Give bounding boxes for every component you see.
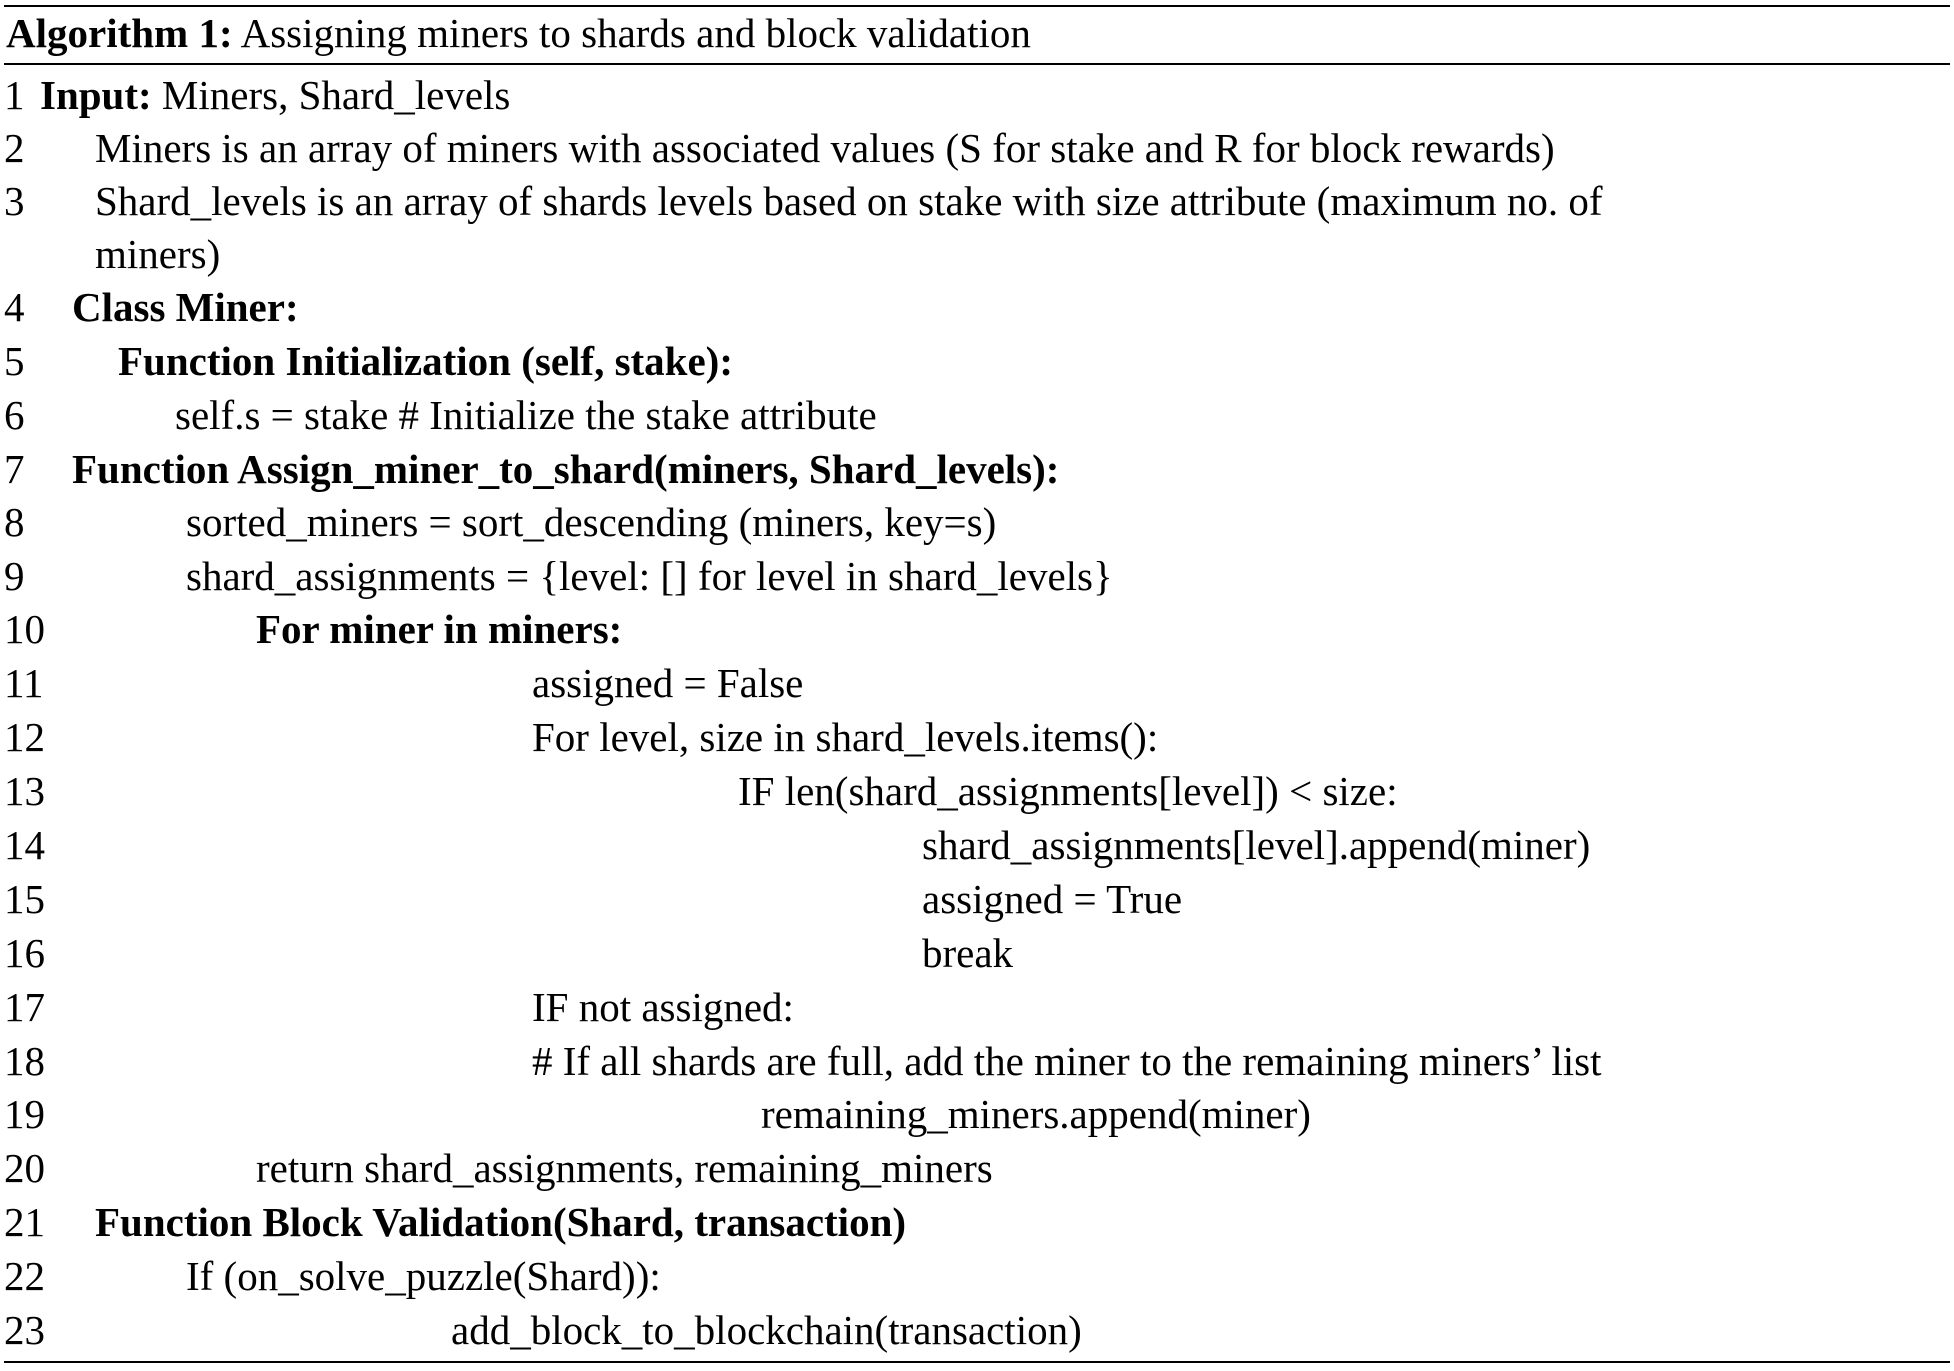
code-text: If (on_solve_puzzle(Shard)): xyxy=(186,1253,661,1299)
code-text: sorted_miners = sort_descending (miners, key=s) xyxy=(186,499,997,545)
line-number: 22 xyxy=(4,1253,45,1299)
code-text: IF not assigned: xyxy=(532,984,794,1030)
line-code xyxy=(532,1034,1601,1088)
algorithm-line xyxy=(0,926,1954,980)
code-text: Miners, Shard_levels xyxy=(151,72,511,118)
line-code xyxy=(922,872,1182,926)
line-code xyxy=(738,764,1398,818)
line-code xyxy=(532,656,803,710)
code-text: Miners is an array of miners with associated values (S for stake and R for block rewards) xyxy=(95,125,1555,171)
algorithm-line xyxy=(0,710,1954,764)
line-code xyxy=(40,68,510,122)
line-code xyxy=(118,334,733,388)
algorithm-line xyxy=(0,1249,1954,1303)
keyword-text: Class Miner: xyxy=(72,284,299,330)
algorithm-line xyxy=(0,1087,1954,1141)
keyword-text: Input: xyxy=(40,72,152,118)
code-text: return shard_assignments, remaining_miners xyxy=(256,1145,993,1191)
line-number: 2 xyxy=(4,125,25,171)
algorithm-line xyxy=(0,764,1954,818)
line-code xyxy=(451,1303,1082,1357)
algorithm-line xyxy=(0,442,1954,496)
keyword-text: Function Block Validation(Shard, transaction) xyxy=(95,1199,907,1245)
line-code xyxy=(922,926,1013,980)
line-number: 11 xyxy=(4,660,44,706)
line-number: 15 xyxy=(4,876,45,922)
code-text: self.s = stake # Initialize the stake attribute xyxy=(175,392,877,438)
line-code xyxy=(922,818,1590,872)
algorithm-line xyxy=(0,1141,1954,1195)
code-text: Shard_levels is an array of shards levels based on stake with size attribute (maximum no. of xyxy=(95,178,1603,224)
line-code xyxy=(95,227,220,281)
code-text: add_block_to_blockchain(transaction) xyxy=(451,1307,1082,1353)
line-code xyxy=(761,1087,1311,1141)
line-number: 16 xyxy=(4,930,45,976)
algorithm-line xyxy=(0,818,1954,872)
code-text: shard_assignments = {level: [] for level in shard_levels} xyxy=(186,553,1113,599)
line-code xyxy=(186,1249,661,1303)
line-code xyxy=(186,495,996,549)
line-number: 1 xyxy=(4,72,25,118)
code-text: remaining_miners.append(miner) xyxy=(761,1091,1311,1137)
code-text: For level, size in shard_levels.items(): xyxy=(532,714,1159,760)
line-code xyxy=(256,1141,993,1195)
line-number: 5 xyxy=(4,338,25,384)
algorithm-line xyxy=(0,549,1954,603)
algorithm-title-text: Assigning miners to shards and block validation xyxy=(232,10,1031,56)
algorithm-line xyxy=(0,174,1954,228)
line-code xyxy=(532,980,794,1034)
code-text: # If all shards are full, add the miner to the remaining miners’ list xyxy=(532,1038,1602,1084)
line-code xyxy=(95,174,1603,228)
code-text: assigned = False xyxy=(532,660,804,706)
line-number: 9 xyxy=(4,553,25,599)
bottom-rule xyxy=(4,1361,1950,1363)
algorithm-line xyxy=(0,227,1954,281)
code-text: break xyxy=(922,930,1014,976)
algorithm-line xyxy=(0,1195,1954,1249)
algorithm-line xyxy=(0,1034,1954,1088)
line-number: 3 xyxy=(4,178,25,224)
algorithm-line xyxy=(0,388,1954,442)
line-number: 17 xyxy=(4,984,45,1030)
line-number: 20 xyxy=(4,1145,45,1191)
code-text: shard_assignments[level].append(miner) xyxy=(922,822,1591,868)
line-number: 18 xyxy=(4,1038,45,1084)
line-code xyxy=(95,121,1555,175)
algorithm-line xyxy=(0,495,1954,549)
line-number: 10 xyxy=(4,606,45,652)
line-number: 14 xyxy=(4,822,45,868)
algorithm-line xyxy=(0,872,1954,926)
line-number: 23 xyxy=(4,1307,45,1353)
keyword-text: For miner in miners: xyxy=(256,606,623,652)
algorithm-line xyxy=(0,656,1954,710)
line-code xyxy=(175,388,877,442)
algorithm-line xyxy=(0,280,1954,334)
algorithm-line xyxy=(0,68,1954,122)
line-number: 6 xyxy=(4,392,25,438)
line-number: 7 xyxy=(4,446,25,492)
line-number: 12 xyxy=(4,714,45,760)
algorithm-line xyxy=(0,1303,1954,1357)
line-code xyxy=(186,549,1113,603)
line-number: 8 xyxy=(4,499,25,545)
algorithm-title-label: Algorithm 1: xyxy=(6,10,233,56)
keyword-text: Function Initialization (self, stake): xyxy=(118,338,733,384)
code-text: assigned = True xyxy=(922,876,1183,922)
line-code xyxy=(95,1195,906,1249)
algorithm-line xyxy=(0,334,1954,388)
line-number: 21 xyxy=(4,1199,45,1245)
code-text: IF len(shard_assignments[level]) < size: xyxy=(738,768,1398,814)
code-text: miners) xyxy=(95,231,221,277)
algorithm-line xyxy=(0,602,1954,656)
algorithm-line xyxy=(0,121,1954,175)
line-code xyxy=(72,280,299,334)
algorithm-line xyxy=(0,980,1954,1034)
line-number: 13 xyxy=(4,768,45,814)
line-code xyxy=(256,602,622,656)
line-number: 19 xyxy=(4,1091,45,1137)
line-number: 4 xyxy=(4,284,25,330)
line-code xyxy=(72,442,1059,496)
keyword-text: Function Assign_miner_to_shard(miners, Shard_levels): xyxy=(72,446,1060,492)
line-code xyxy=(532,710,1158,764)
